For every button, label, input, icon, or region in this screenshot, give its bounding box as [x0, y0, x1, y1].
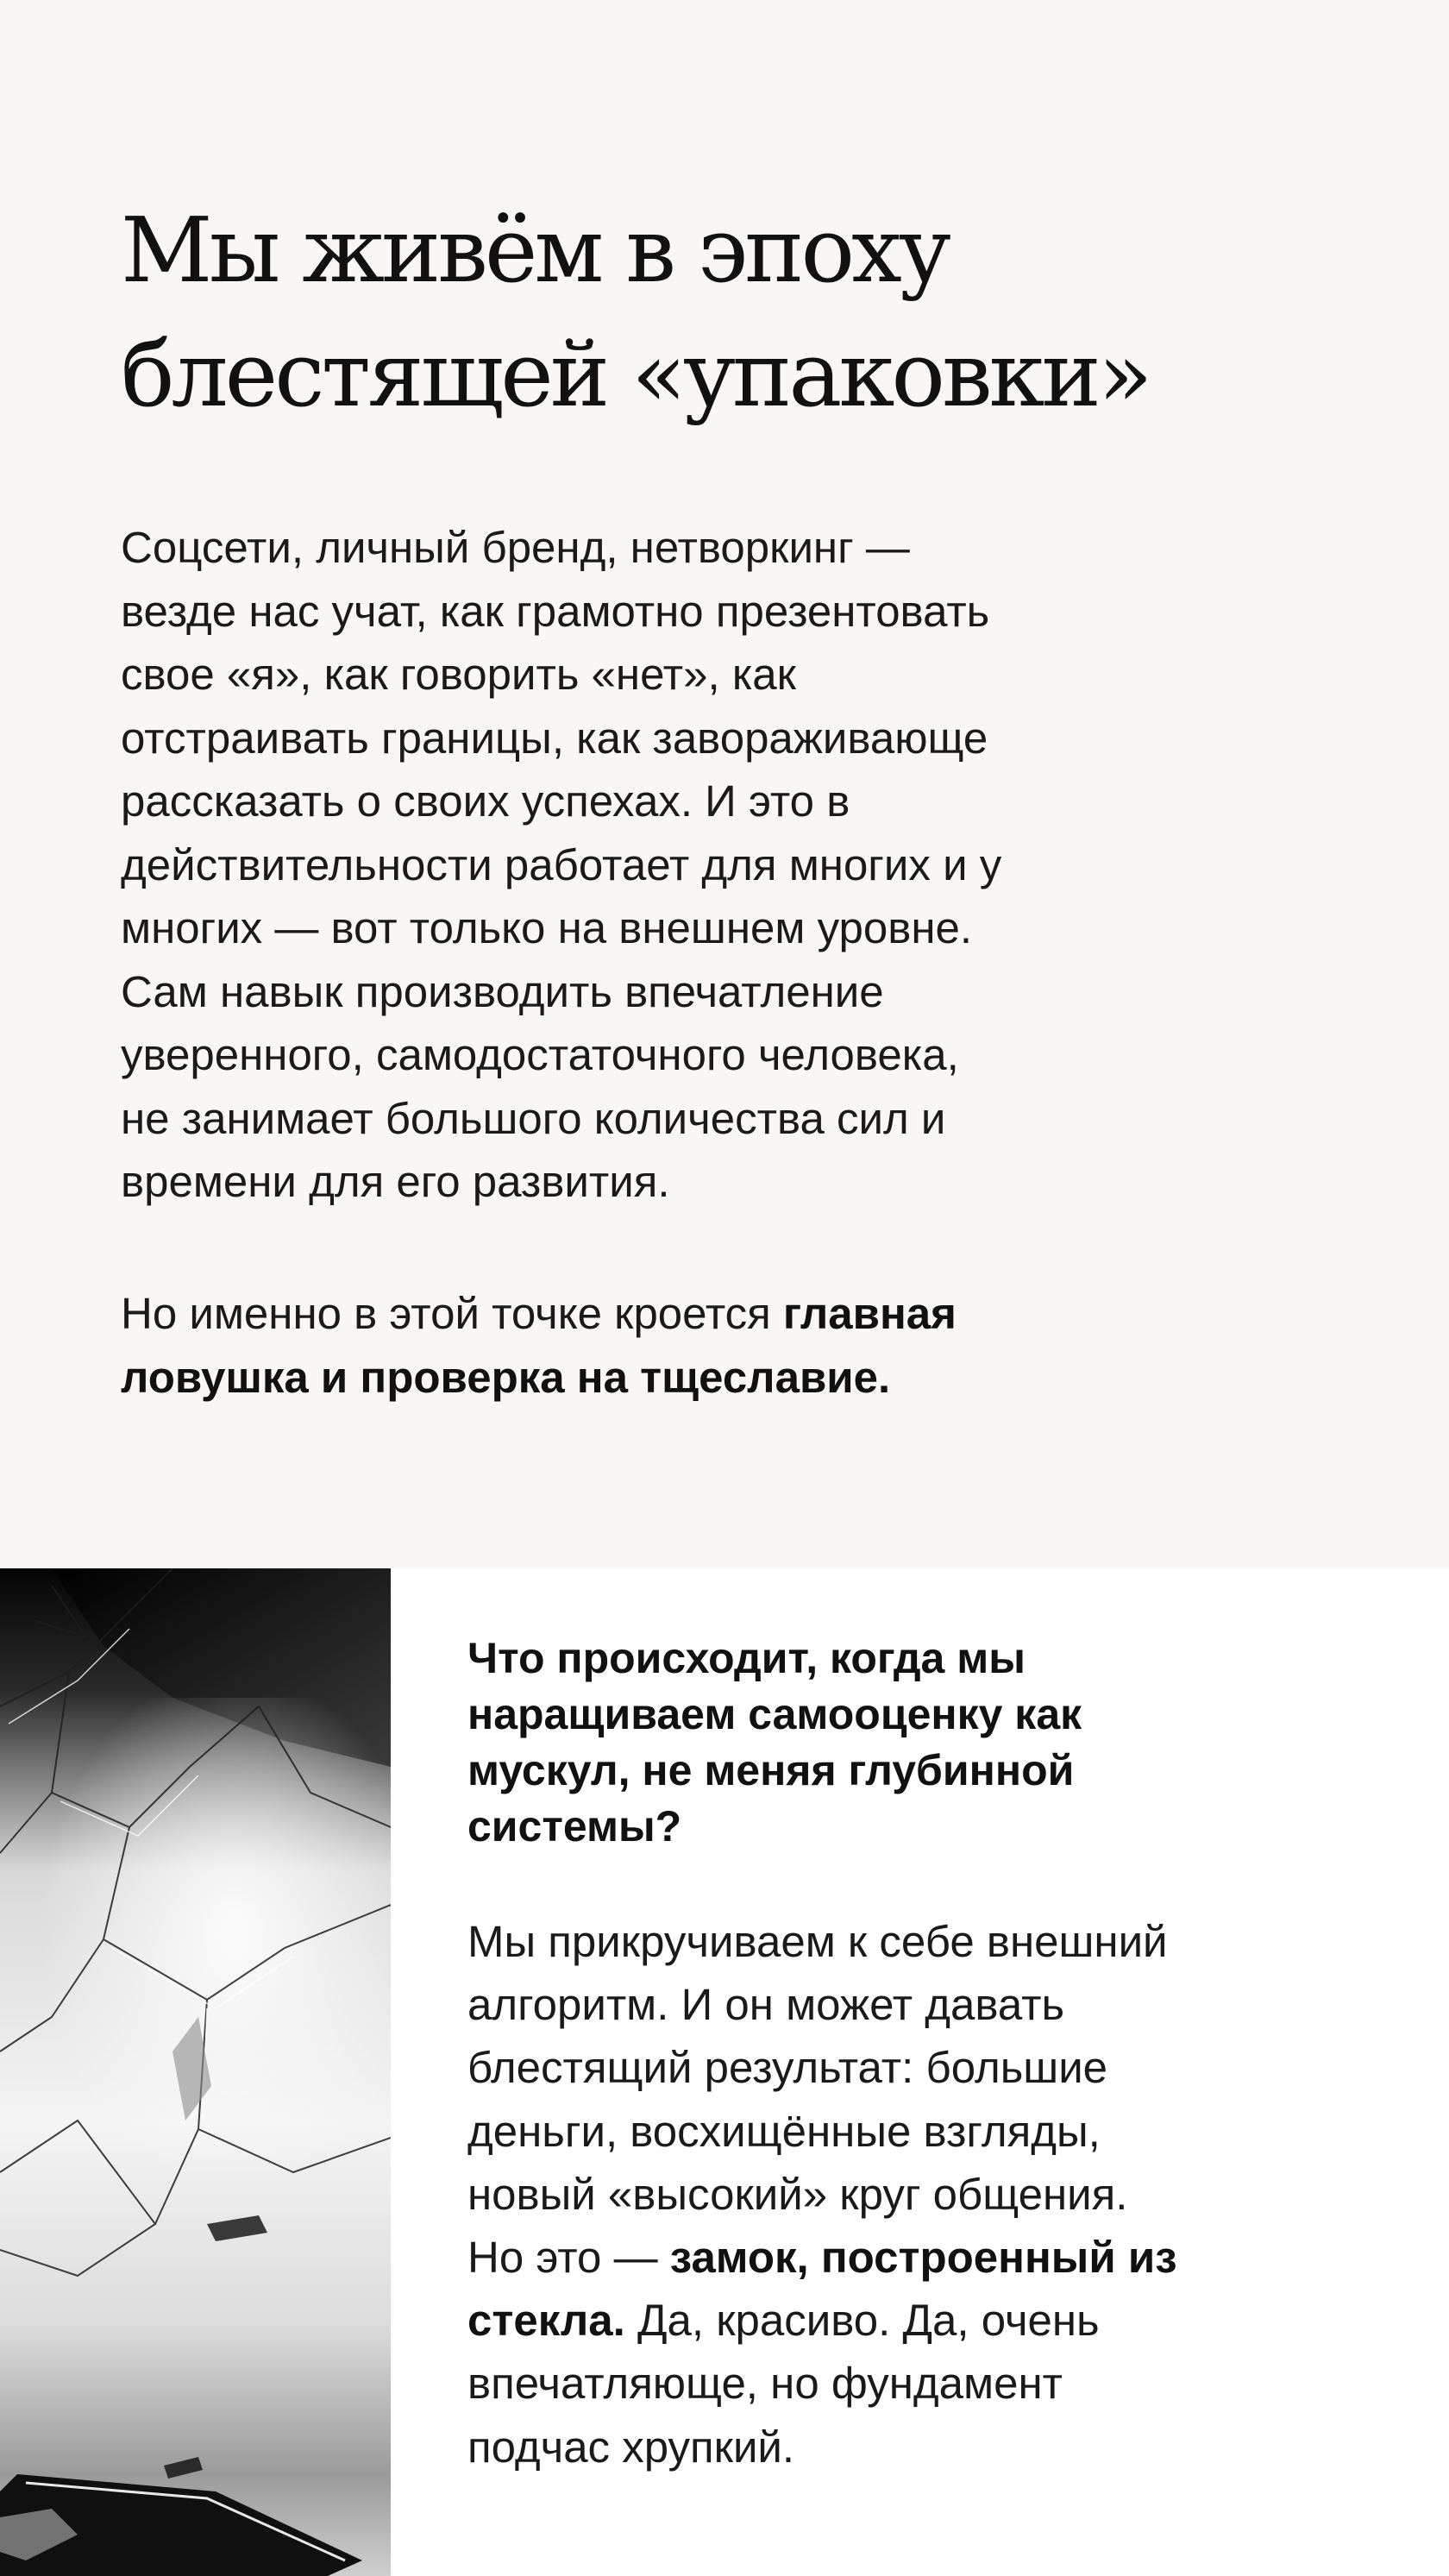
question-line: Что происходит, когда мы [467, 1634, 1026, 1682]
paragraph-line [121, 1282, 1233, 1346]
paragraph-line [121, 1346, 1233, 1410]
paragraph-line: блестящий результат: большие [467, 2043, 1108, 2093]
paragraph-line: подчас хрупкий. [467, 2422, 795, 2472]
conclusion-paragraph [121, 1282, 1233, 1409]
emphasis-text: ловушка и проверка на тщеславие. [121, 1352, 891, 1402]
intro-paragraph [121, 516, 1233, 1214]
paragraph-line: действительности работает для многих и у [121, 839, 1002, 889]
paragraph-line: времени для его развития. [121, 1157, 670, 1206]
paragraph-line: новый «высокий» круг общения. [467, 2169, 1128, 2219]
emphasis-text: замок, построенный из [669, 2233, 1177, 2283]
emphasis-text: стекла. [467, 2296, 625, 2346]
paragraph-line: многих — вот только на внешнем уровне. [121, 903, 973, 952]
title-line: блестящей «упаковки» [121, 322, 1150, 427]
paragraph-line: деньги, восхищённые взгляды, [467, 2106, 1101, 2156]
card-question [467, 1630, 1425, 1855]
paragraph-line: уверенного, самодостаточного человека, [121, 1030, 959, 1079]
regular-text: Но это — [467, 2233, 670, 2283]
page-title [121, 188, 1242, 437]
question-line: системы? [467, 1802, 682, 1850]
paragraph-line: Сам навык производить впечатление [121, 966, 884, 1016]
emphasis-text: главная [782, 1289, 957, 1338]
paragraph-line: везде нас учат, как грамотно презентовать [121, 586, 990, 636]
broken-glass-photo [0, 1568, 391, 2576]
paragraph-line: алгоритм. И он может давать [467, 1980, 1065, 2030]
regular-text: Но именно в этой точке кроется [121, 1289, 783, 1338]
glass-card [0, 1568, 1449, 2576]
card-answer [467, 1910, 1425, 2479]
paragraph-line: Мы прикручиваем к себе внешний [467, 1917, 1168, 1966]
paragraph-line: рассказать о своих успехах. И это в [121, 776, 850, 826]
paragraph-line: отстраивать границы, как завораживающе [121, 713, 988, 763]
paragraph-line: свое «я», как говорить «нет», как [121, 650, 796, 699]
question-line: наращиваем самооценку как [467, 1690, 1082, 1738]
question-line: мускул, не меняя глубинной [467, 1746, 1075, 1794]
paragraph-line [467, 2226, 1425, 2289]
paragraph-line: впечатляюще, но фундамент [467, 2359, 1063, 2409]
title-line: Мы живём в эпоху [121, 198, 948, 303]
paragraph-line: Соцсети, личный бренд, нетворкинг — [121, 523, 910, 572]
broken-glass-image [0, 1568, 391, 2576]
paragraph-line: не занимает большого количества сил и [121, 1093, 946, 1143]
regular-text: Да, красиво. Да, очень [624, 2296, 1100, 2346]
paragraph-line [467, 2289, 1425, 2352]
